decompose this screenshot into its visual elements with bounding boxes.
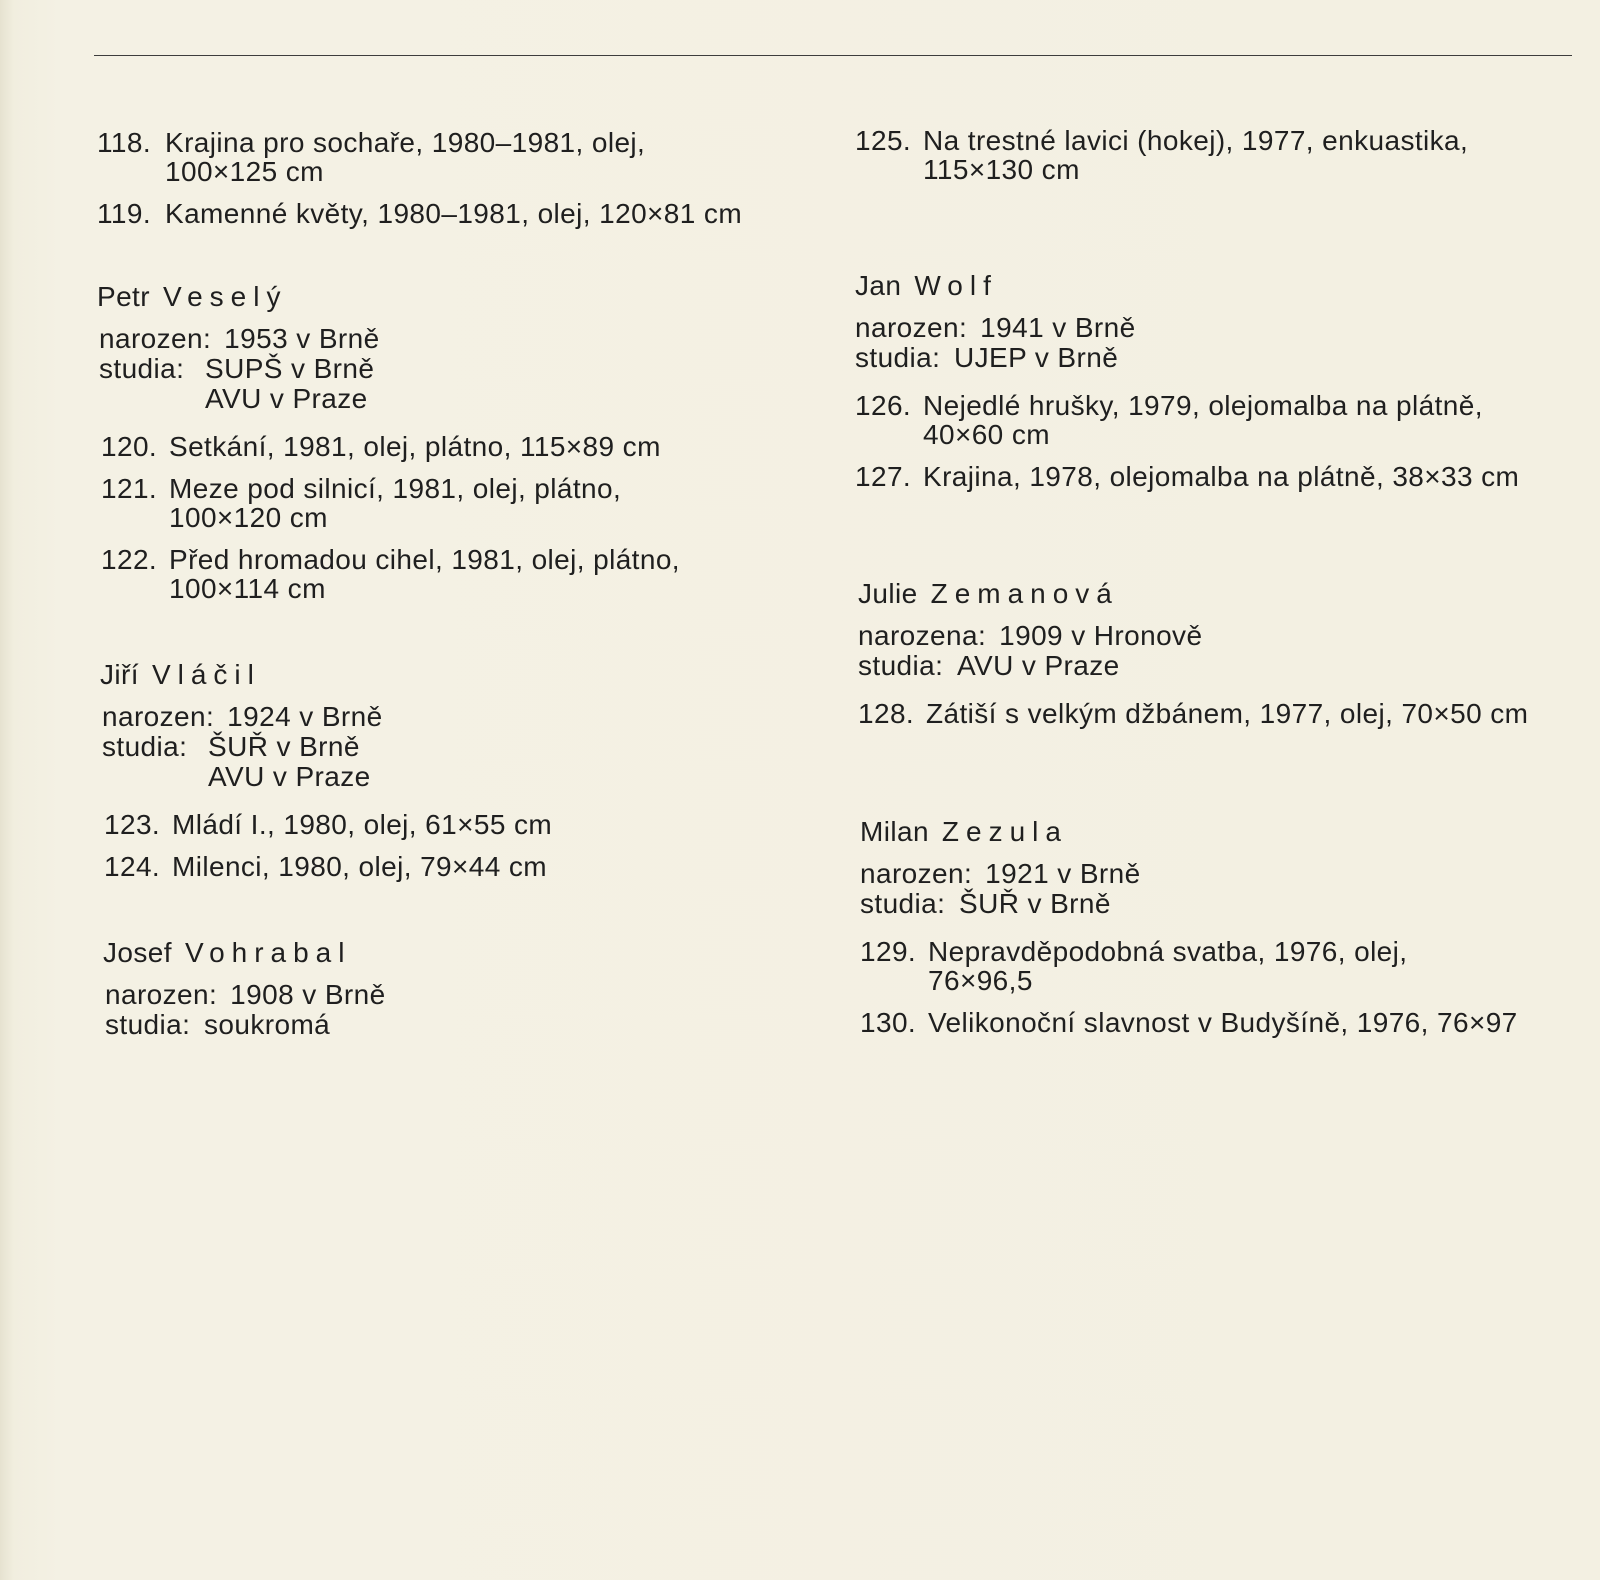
works-list — [860, 937, 1518, 1037]
birth-value: 1908 v Brně — [230, 979, 386, 1010]
work-line: Na trestné lavici (hokej), 1977, enkuastika, — [923, 125, 1469, 156]
birth-info — [855, 313, 1519, 343]
artist-first-name: Petr — [97, 281, 150, 312]
work-entry — [855, 462, 1519, 491]
artist-surname: Vláčil — [151, 659, 261, 690]
birth-label: narozen: — [860, 858, 973, 889]
work-number: 125. — [855, 125, 912, 156]
work-line: 40×60 cm — [923, 419, 1050, 450]
birth-value: 1941 v Brně — [980, 312, 1136, 343]
birth-label: narozen: — [99, 323, 212, 354]
work-description — [923, 126, 1468, 184]
birth-value: 1921 v Brně — [985, 858, 1141, 889]
work-number: 126. — [855, 390, 912, 421]
work-entry — [860, 937, 1518, 995]
work-entry — [855, 126, 1468, 184]
work-number: 119. — [97, 198, 152, 229]
work-number: 122. — [101, 544, 158, 575]
works-list — [855, 391, 1519, 491]
artist-surname: Zemanová — [930, 578, 1119, 609]
work-line: 100×120 cm — [169, 502, 328, 533]
work-line: Meze pod silnicí, 1981, olej, plátno, — [169, 473, 622, 504]
work-number: 128. — [858, 698, 915, 729]
artist-first-name: Josef — [103, 937, 172, 968]
artist-surname: Wolf — [914, 270, 998, 301]
work-number: 118. — [97, 127, 152, 158]
work-line: Setkání, 1981, olej, plátno, 115×89 cm — [169, 431, 661, 462]
studies-info — [858, 651, 1528, 681]
studies-info — [860, 889, 1518, 919]
work-number: 123. — [104, 809, 161, 840]
work-description — [926, 699, 1528, 728]
studies-label: studia: — [860, 888, 946, 919]
studies-value: soukromá — [204, 1009, 331, 1040]
work-line: Před hromadou cihel, 1981, olej, plátno, — [169, 544, 680, 575]
studies-label: studia: — [855, 342, 941, 373]
work-line: 100×125 cm — [165, 156, 324, 187]
birth-value: 1953 v Brně — [224, 323, 380, 354]
artist-section-zemanova — [858, 579, 1528, 728]
studies-values — [954, 343, 1118, 373]
birth-info — [858, 621, 1528, 651]
studies-value: AVU v Praze — [957, 650, 1120, 681]
artist-surname: Veselý — [162, 281, 288, 312]
work-number: 120. — [101, 431, 158, 462]
work-number: 121. — [101, 473, 158, 504]
birth-info — [860, 859, 1518, 889]
artist-first-name: Jan — [855, 270, 902, 301]
continued-works-section — [855, 126, 1468, 184]
studies-value: SUPŠ v Brně — [205, 353, 375, 384]
studies-info — [855, 343, 1519, 373]
work-number: 130. — [860, 1007, 917, 1038]
studies-value: ŠUŘ v Brně — [959, 888, 1111, 919]
work-description — [928, 1008, 1518, 1037]
works-list — [858, 699, 1528, 728]
studies-value: AVU v Praze — [208, 761, 371, 792]
work-description — [928, 937, 1407, 995]
artist-name-heading — [860, 817, 1518, 847]
work-entry — [860, 1008, 1518, 1037]
birth-label: narozena: — [858, 620, 987, 651]
work-line: 76×96,5 — [928, 965, 1033, 996]
studies-values — [957, 651, 1120, 681]
work-line: Velikonoční slavnost v Budyšíně, 1976, 76×97 — [928, 1007, 1518, 1038]
work-number: 127. — [855, 461, 912, 492]
studies-label: studia: — [99, 353, 185, 384]
work-description — [923, 462, 1519, 491]
birth-value: 1924 v Brně — [227, 701, 383, 732]
work-line: Nejedlé hrušky, 1979, olejomalba na plátně, — [923, 390, 1483, 421]
artist-section-zezula — [860, 817, 1518, 1037]
artist-first-name: Milan — [860, 816, 929, 847]
studies-value: AVU v Praze — [205, 383, 368, 414]
studies-label: studia: — [858, 650, 944, 681]
work-line: Mládí I., 1980, olej, 61×55 cm — [172, 809, 553, 840]
birth-value: 1909 v Hronově — [999, 620, 1203, 651]
studies-value: ŠUŘ v Brně — [208, 731, 360, 762]
work-line: Kamenné květy, 1980–1981, olej, 120×81 cm — [165, 198, 743, 229]
work-line: Krajina pro sochaře, 1980–1981, olej, — [165, 127, 646, 158]
work-number: 129. — [860, 936, 917, 967]
work-line: 100×114 cm — [169, 573, 326, 604]
birth-label: narozen: — [102, 701, 215, 732]
work-line: 115×130 cm — [923, 154, 1080, 185]
work-entry — [855, 391, 1519, 449]
studies-label: studia: — [102, 731, 188, 762]
work-line: Nepravděpodobná svatba, 1976, olej, — [928, 936, 1408, 967]
work-description — [923, 391, 1483, 449]
artist-surname: Zezula — [941, 816, 1068, 847]
artist-first-name: Julie — [858, 578, 918, 609]
studies-value: UJEP v Brně — [954, 342, 1119, 373]
works-list — [855, 126, 1468, 184]
studies-values — [959, 889, 1111, 919]
artist-section-wolf — [855, 271, 1519, 491]
artist-name-heading — [858, 579, 1528, 609]
artist-first-name: Jiří — [100, 659, 139, 690]
work-line: Zátiší s velkým džbánem, 1977, olej, 70×50 cm — [926, 698, 1529, 729]
work-number: 124. — [104, 851, 161, 882]
work-line: Krajina, 1978, olejomalba na plátně, 38×33 cm — [923, 461, 1520, 492]
studies-label: studia: — [105, 1009, 191, 1040]
artist-name-heading — [855, 271, 1519, 301]
work-line: Milenci, 1980, olej, 79×44 cm — [172, 851, 548, 882]
birth-label: narozen: — [105, 979, 218, 1010]
artist-surname: Vohrabal — [184, 937, 352, 968]
work-entry — [858, 699, 1528, 728]
birth-label: narozen: — [855, 312, 968, 343]
